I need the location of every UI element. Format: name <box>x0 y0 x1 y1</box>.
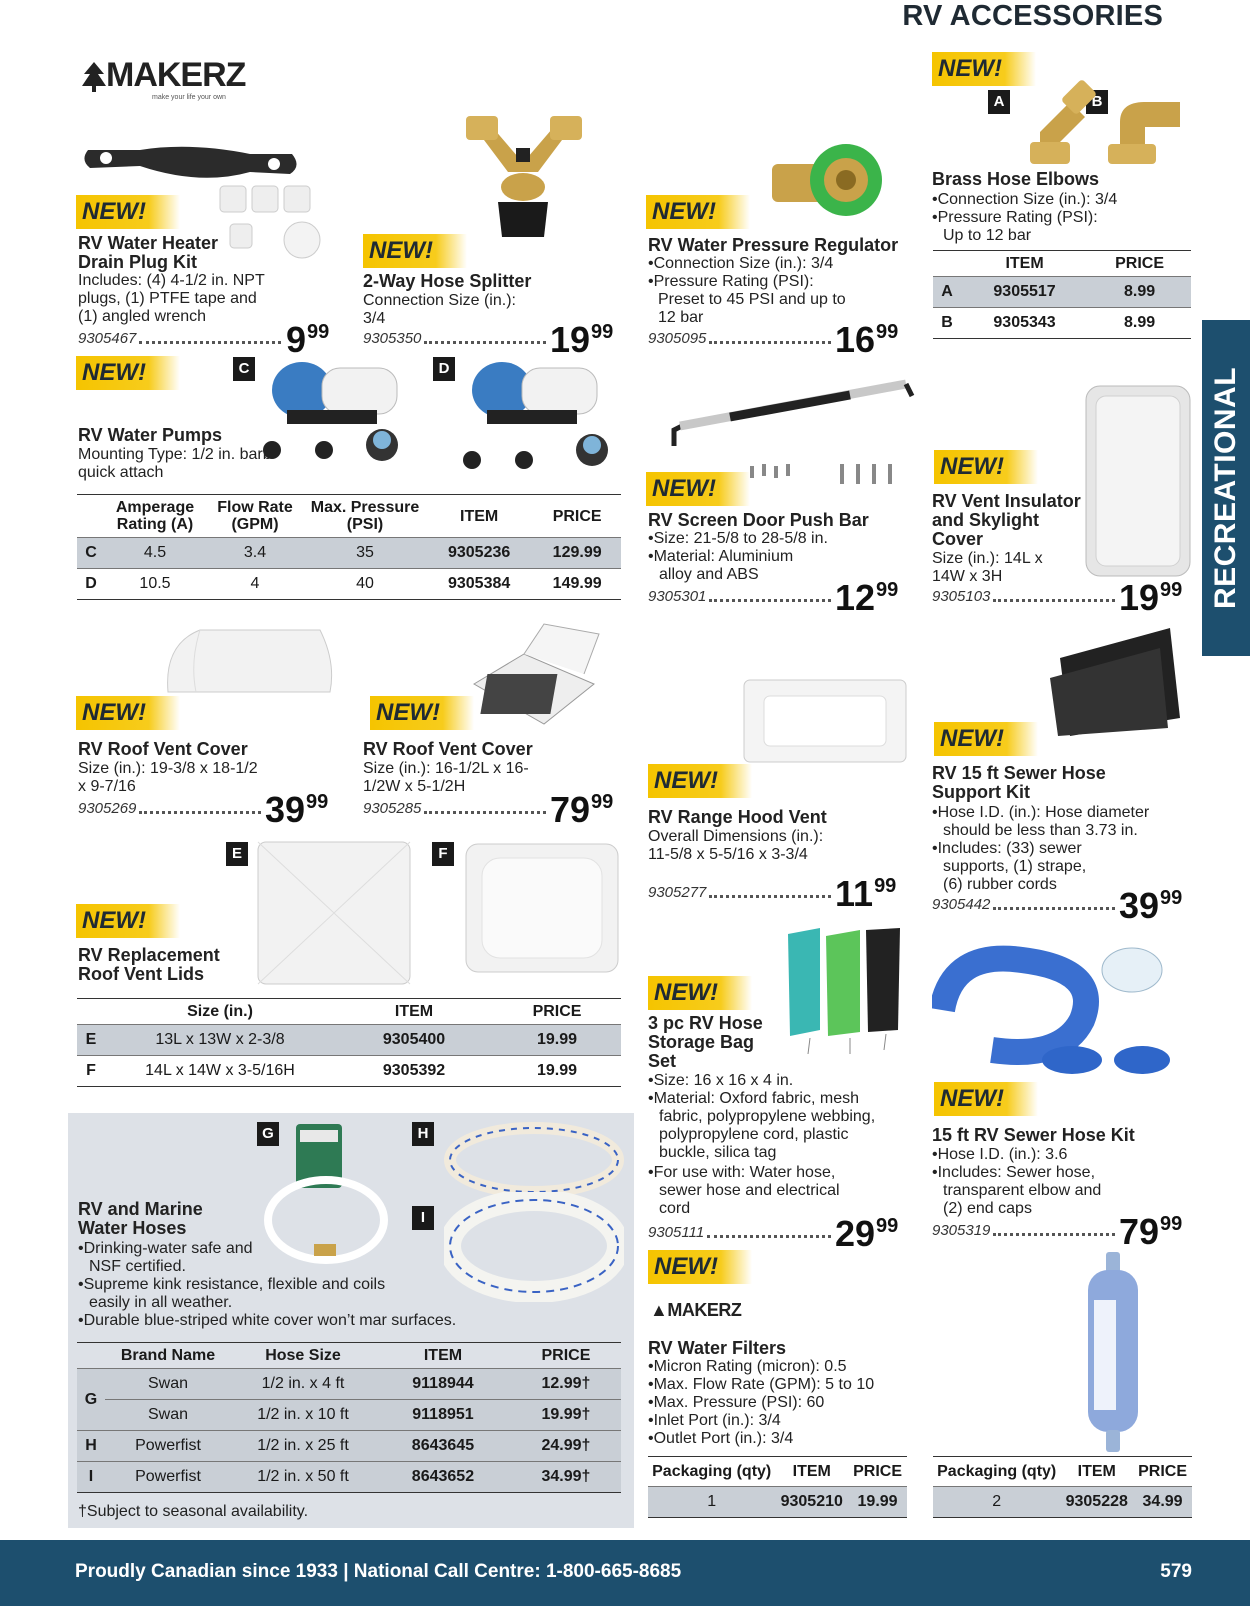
pressure-regulator-image <box>766 134 886 224</box>
price-cents: 99 <box>876 579 899 601</box>
cell: 3.4 <box>205 538 305 569</box>
product-title: 2-Way Hose Splitter <box>363 271 532 291</box>
water-filter-image <box>1080 1250 1146 1456</box>
new-badge: NEW! <box>934 1082 1038 1116</box>
cell: 14L x 14W x 3-5/16H <box>145 1062 295 1079</box>
product-sku <box>648 588 834 605</box>
side-tab-label: RECREATIONAL <box>1209 366 1242 610</box>
cell: 4 <box>250 575 260 592</box>
new-badge: NEW! <box>76 356 180 390</box>
row-label: H <box>77 1431 105 1462</box>
item-number: 9305343 <box>993 314 1056 331</box>
price-dollars: 79 <box>1119 1211 1160 1252</box>
item-number: 9305517 <box>961 277 1088 308</box>
item-price: 24.99† <box>511 1431 621 1462</box>
product-bullet: •Drinking-water safe and NSF certified. <box>78 1240 253 1275</box>
price-dollars: 39 <box>265 789 306 830</box>
seasonal-note: †Subject to seasonal availability. <box>78 1503 309 1520</box>
product-bullet: •For use with: Water hose, sewer hose and electrical cord <box>648 1164 840 1217</box>
item-number: 9305236 <box>425 538 533 569</box>
table-row <box>77 569 621 600</box>
water-pump-c-image <box>262 350 422 470</box>
price-dollars: 16 <box>835 319 876 360</box>
col-price: PRICE <box>552 507 602 525</box>
product-title: RV Vent Insulator and Skylight Cover <box>932 491 1081 549</box>
table-row <box>933 277 1191 308</box>
cell: 1/2 in. x 25 ft <box>231 1431 375 1462</box>
cell: 35 <box>305 538 425 569</box>
product-bullet: •Hose I.D. (in.): Hose diameter should be less than 3.73 in. <box>932 804 1150 839</box>
product-price <box>1119 1206 1182 1250</box>
item-label-e: E <box>226 842 248 866</box>
new-badge: NEW! <box>648 764 752 798</box>
item-label-b: B <box>1086 90 1108 114</box>
col-pressure: Max. Pressure (PSI) <box>310 499 420 533</box>
col-item: ITEM <box>792 1463 831 1480</box>
sku-number: 9305319 <box>932 1222 991 1239</box>
row-label: I <box>77 1462 105 1493</box>
page-header-title: RV ACCESSORIES <box>902 0 1163 32</box>
col-packaging: Packaging (qty) <box>937 1463 1057 1480</box>
vent-lid-f-image <box>462 840 622 976</box>
cell: 40 <box>356 575 374 592</box>
product-price <box>835 572 898 616</box>
new-badge: NEW! <box>646 195 750 229</box>
sku-number: 9305095 <box>648 330 707 347</box>
col-price: PRICE <box>541 1347 591 1364</box>
item-number: 9305384 <box>447 575 511 592</box>
page-number: 579 <box>1160 1561 1192 1582</box>
price-dollars: 19 <box>1119 577 1160 618</box>
sku-number: 9305277 <box>648 884 707 901</box>
product-bullet: •Hose I.D. (in.): 3.6 <box>932 1146 1068 1163</box>
item-price: 149.99 <box>552 575 602 592</box>
price-cents: 99 <box>591 791 614 813</box>
item-label-g: G <box>257 1122 279 1146</box>
item-price: 19.99 <box>537 1062 578 1079</box>
product-title: RV Water Filters <box>648 1338 787 1358</box>
tree-logo-icon: ▲ <box>650 1300 668 1320</box>
price-cents: 99 <box>306 791 329 813</box>
footer-text: Proudly Canadian since 1933 | National Call Centre: 1-800-665-8685 <box>75 1561 682 1582</box>
row-label: C <box>77 538 105 569</box>
product-price <box>550 784 613 828</box>
item-label-d: D <box>433 357 455 381</box>
item-label-f: F <box>432 842 454 866</box>
cell: 4.5 <box>105 538 205 569</box>
product-sku <box>648 1224 834 1241</box>
price-dollars: 9 <box>286 319 307 360</box>
cell: 10.5 <box>139 575 171 592</box>
water-hoses-table <box>77 1342 621 1493</box>
cell: Powerfist <box>105 1431 231 1462</box>
product-title: RV Roof Vent Cover <box>363 739 533 759</box>
filters-table-1 <box>648 1456 907 1518</box>
item-price: 19.99 <box>848 1487 907 1518</box>
price-dollars: 11 <box>835 873 874 914</box>
col-spacer <box>933 251 961 277</box>
price-cents: 99 <box>876 321 899 343</box>
item-price: 8.99 <box>1088 277 1191 308</box>
price-dollars: 12 <box>835 577 876 618</box>
col-price: PRICE <box>853 1463 902 1480</box>
product-price <box>1119 880 1182 924</box>
price-cents: 99 <box>1160 887 1183 909</box>
cell: 1/2 in. x 10 ft <box>231 1400 375 1431</box>
tree-logo-icon <box>82 60 106 94</box>
row-label: B <box>941 314 953 331</box>
range-hood-vent-image <box>740 676 910 766</box>
product-description: Size (in.): 19-3/8 x 18-1/2 x 9-7/16 <box>78 760 258 795</box>
roof-vent-fan-image <box>464 614 604 734</box>
vent-insulator-image <box>1082 382 1194 582</box>
brass-elbow-image <box>1010 72 1190 168</box>
product-bullet: •Micron Rating (micron): 0.5 <box>648 1358 847 1375</box>
new-badge: NEW! <box>646 472 750 506</box>
new-badge: NEW! <box>934 722 1038 756</box>
table-row <box>77 1369 621 1400</box>
sku-number: 9305350 <box>363 330 422 347</box>
product-price <box>835 868 896 912</box>
col-spacer <box>77 495 105 538</box>
new-badge: NEW! <box>648 976 752 1010</box>
col-price: PRICE <box>532 1003 582 1020</box>
product-sku <box>78 800 264 817</box>
product-price <box>1119 572 1182 616</box>
item-number: 9305210 <box>775 1487 848 1518</box>
brand-tagline: make your life your own <box>152 94 226 101</box>
product-sku <box>932 588 1118 605</box>
powerfist-hose-50ft-image <box>444 1192 624 1302</box>
cell: Swan <box>105 1400 231 1431</box>
table-row <box>77 1431 621 1462</box>
product-bullet: •Size: 21-5/8 to 28-5/8 in. <box>648 530 828 547</box>
price-cents: 99 <box>1160 1213 1183 1235</box>
price-dollars: 39 <box>1119 885 1160 926</box>
new-badge: NEW! <box>648 1250 752 1284</box>
sewer-hose-support-image <box>1050 618 1190 738</box>
cell: 1/2 in. x 4 ft <box>231 1369 375 1400</box>
price-dollars: 29 <box>835 1213 876 1254</box>
item-number: 9118944 <box>375 1369 511 1400</box>
col-size: Size (in.) <box>187 1003 253 1020</box>
product-bullet: •Size: 16 x 16 x 4 in. <box>648 1072 794 1089</box>
item-price: 34.99† <box>511 1462 621 1493</box>
product-title: 15 ft RV Sewer Hose Kit <box>932 1125 1135 1145</box>
pumps-table <box>77 494 621 600</box>
product-title: RV Screen Door Push Bar <box>648 510 869 530</box>
item-number: 8643652 <box>375 1462 511 1493</box>
col-amperage: Amperage Rating (A) <box>115 499 195 533</box>
filters-table-2 <box>933 1456 1192 1518</box>
table-row <box>77 1056 621 1087</box>
water-pump-d-image <box>462 350 622 470</box>
product-title: RV Water Pressure Regulator <box>648 235 899 255</box>
cell: 1/2 in. x 50 ft <box>231 1462 375 1493</box>
product-bullet: •Includes: Sewer hose, transparent elbow and (2) end caps <box>932 1164 1102 1217</box>
col-flow: Flow Rate (GPM) <box>217 499 293 533</box>
cell: 1 <box>648 1487 775 1518</box>
product-bullet: •Material: Aluminium alloy and ABS <box>648 548 794 583</box>
price-cents: 99 <box>876 1215 899 1237</box>
cell: 13L x 13W x 2-3/8 <box>105 1025 335 1056</box>
swan-hose-image <box>258 1120 398 1270</box>
product-title: RV Water Heater Drain Plug Kit <box>78 233 219 272</box>
cell: 2 <box>933 1487 1060 1518</box>
product-bullet: •Pressure Rating (PSI): Preset to 45 PSI and up to 12 bar <box>648 273 846 326</box>
sku-number: 9305442 <box>932 896 991 913</box>
item-label-h: H <box>412 1122 434 1146</box>
product-title: RV 15 ft Sewer Hose Support Kit <box>932 763 1106 802</box>
sku-number: 9305467 <box>78 330 137 347</box>
col-spacer <box>77 999 105 1025</box>
product-sku <box>932 896 1118 913</box>
sku-number: 9305301 <box>648 588 707 605</box>
makerz-logo-small <box>650 1300 741 1321</box>
roof-vent-cover-image <box>160 622 340 702</box>
col-brand: Brand Name <box>120 1347 216 1364</box>
product-title: RV Roof Vent Cover <box>78 739 248 759</box>
row-label: F <box>86 1062 96 1079</box>
col-item: ITEM <box>394 1003 434 1020</box>
col-price: PRICE <box>1115 255 1164 272</box>
product-price <box>835 314 898 358</box>
product-title: RV Replacement Roof Vent Lids <box>78 945 220 984</box>
product-bullet: •Includes: (33) sewer supports, (1) strape, (6) rubber cords <box>932 840 1087 893</box>
item-number: 9305228 <box>1060 1487 1133 1518</box>
col-packaging: Packaging (qty) <box>652 1463 772 1480</box>
product-sku <box>648 884 834 901</box>
product-title: 3 pc RV Hose Storage Bag Set <box>648 1013 763 1071</box>
product-bullet: •Material: Oxford fabric, mesh fabric, polypropylene webbing, polypropylene cord, plastic buckle, silica tag <box>648 1090 876 1161</box>
product-title: Brass Hose Elbows <box>932 169 1100 189</box>
cell: Powerfist <box>105 1462 231 1493</box>
table-row <box>77 1462 621 1493</box>
new-badge: NEW! <box>76 696 180 730</box>
col-price: PRICE <box>1138 1463 1187 1480</box>
item-label-i: I <box>412 1206 434 1230</box>
new-badge: NEW! <box>76 904 180 938</box>
product-bullet: •Connection Size (in.): 3/4 <box>648 255 834 272</box>
product-description: Size (in.): 16-1/2L x 16-1/2W x 5-1/2H <box>363 760 529 795</box>
product-bullet: •Max. Pressure (PSI): 60 <box>648 1394 825 1411</box>
price-cents: 99 <box>874 875 897 897</box>
item-price: 19.99† <box>511 1400 621 1431</box>
sku-number: 9305285 <box>363 800 422 817</box>
new-badge: NEW! <box>932 52 1036 86</box>
sku-number: 9305269 <box>78 800 137 817</box>
product-title: RV Water Pumps <box>78 425 223 445</box>
vent-lid-e-image <box>254 838 414 988</box>
item-number: 9118951 <box>375 1400 511 1431</box>
lids-table <box>77 998 621 1087</box>
row-label: D <box>85 575 97 592</box>
col-item: ITEM <box>423 1347 463 1364</box>
new-badge: NEW! <box>363 234 467 268</box>
item-label-a: A <box>988 90 1010 114</box>
sku-number: 9305111 <box>648 1224 705 1241</box>
row-label: G <box>77 1369 105 1431</box>
product-description: Includes: (4) 4-1/2 in. NPT plugs, (1) PTFE tape and (1) angled wrench <box>78 272 265 325</box>
item-label-c: C <box>233 357 255 381</box>
price-cents: 99 <box>1160 579 1183 601</box>
product-sku <box>648 330 834 347</box>
table-row <box>77 538 621 569</box>
product-sku <box>363 800 549 817</box>
cell: Swan <box>105 1369 231 1400</box>
section-side-tab <box>1202 320 1250 656</box>
product-price <box>265 784 328 828</box>
item-price: 19.99 <box>493 1025 621 1056</box>
item-price: 34.99 <box>1133 1487 1192 1518</box>
item-number: 8643645 <box>375 1431 511 1462</box>
price-cents: 99 <box>591 321 614 343</box>
product-sku <box>363 330 549 347</box>
product-bullet: •Pressure Rating (PSI): Up to 12 bar <box>932 209 1098 244</box>
price-cents: 99 <box>307 321 330 343</box>
product-bullet: •Outlet Port (in.): 3/4 <box>648 1430 794 1447</box>
elbows-table <box>933 250 1191 339</box>
col-spacer <box>77 1343 105 1369</box>
item-price: 129.99 <box>533 538 621 569</box>
table-row <box>933 1487 1192 1518</box>
powerfist-hose-25ft-image <box>444 1120 624 1200</box>
product-bullet: •Inlet Port (in.): 3/4 <box>648 1412 781 1429</box>
hose-storage-bags-image <box>780 920 910 1060</box>
table-row <box>77 1025 621 1056</box>
sewer-hose-kit-image <box>932 930 1184 1080</box>
product-bullet: •Max. Flow Rate (GPM): 5 to 10 <box>648 1376 875 1393</box>
product-description: Overall Dimensions (in.): 11-5/8 x 5-5/16 x 3-3/4 <box>648 828 824 863</box>
product-description: Connection Size (in.): 3/4 <box>363 292 516 327</box>
hose-splitter-image <box>458 112 588 242</box>
price-dollars: 19 <box>550 319 591 360</box>
product-title: RV Range Hood Vent <box>648 807 827 827</box>
brand-name: MAKERZ <box>106 56 246 94</box>
product-description: Mounting Type: 1/2 in. barb quick attach <box>78 446 272 481</box>
row-label: A <box>933 277 961 308</box>
page-footer <box>0 1540 1250 1606</box>
product-price <box>835 1208 898 1252</box>
new-badge: NEW! <box>76 195 180 229</box>
brand-name: MAKERZ <box>667 1300 742 1320</box>
product-bullet: •Connection Size (in.): 3/4 <box>932 191 1118 208</box>
new-badge: NEW! <box>370 696 474 730</box>
table-row <box>933 308 1191 339</box>
product-sku <box>78 330 284 347</box>
product-bullet: •Durable blue-striped white cover won’t mar surfaces. <box>78 1312 457 1329</box>
col-hose-size: Hose Size <box>265 1347 341 1364</box>
item-price: 12.99† <box>511 1369 621 1400</box>
col-item: ITEM <box>1005 255 1044 272</box>
item-price: 8.99 <box>1123 314 1156 331</box>
new-badge: NEW! <box>934 450 1038 484</box>
product-sku <box>932 1222 1118 1239</box>
sku-number: 9305103 <box>932 588 991 605</box>
row-label: E <box>77 1025 105 1056</box>
col-item: ITEM <box>460 507 499 525</box>
product-description: Size (in.): 14L x 14W x 3H <box>932 550 1043 585</box>
price-dollars: 79 <box>550 789 591 830</box>
table-row <box>77 1400 621 1431</box>
item-number: 9305392 <box>382 1062 446 1079</box>
col-item: ITEM <box>1077 1463 1116 1480</box>
product-bullet: •Supreme kink resistance, flexible and coils easily in all weather. <box>78 1276 386 1311</box>
table-row <box>648 1487 907 1518</box>
item-number: 9305400 <box>335 1025 493 1056</box>
product-title: RV and Marine Water Hoses <box>78 1199 203 1238</box>
